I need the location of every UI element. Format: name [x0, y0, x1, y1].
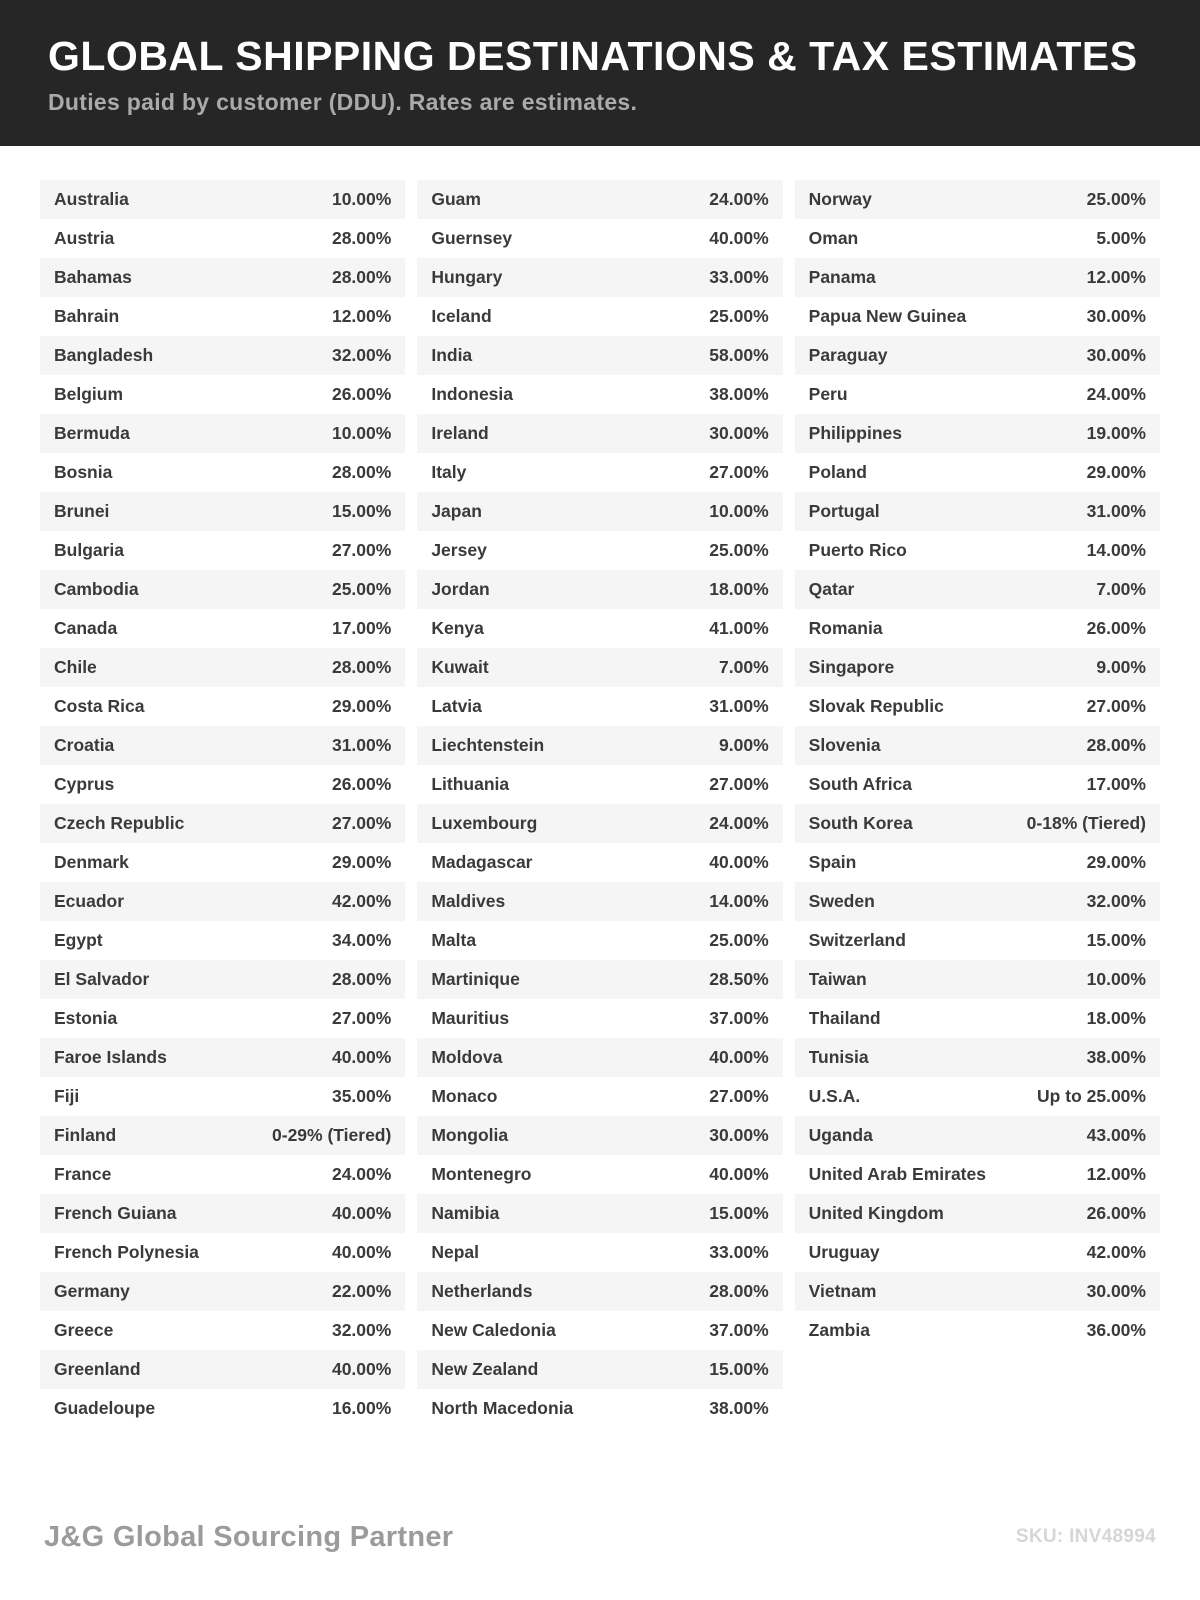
tax-rate: 38.00%	[709, 1398, 769, 1419]
country-name: Slovak Republic	[808, 696, 944, 717]
rate-row	[795, 1272, 1160, 1311]
tax-rate: 29.00%	[1086, 852, 1146, 873]
tax-rate: 26.00%	[1086, 1203, 1146, 1224]
country-name: U.S.A.	[808, 1086, 861, 1107]
country-name: Belgium	[54, 384, 124, 405]
tax-rate: 38.00%	[709, 384, 769, 405]
tax-rate: Up to 25.00%	[1037, 1086, 1146, 1107]
tax-rate: 32.00%	[331, 345, 392, 366]
rate-row	[417, 453, 782, 492]
tax-rate: 18.00%	[1086, 1008, 1146, 1029]
rate-row	[795, 1038, 1160, 1077]
country-name: Monaco	[431, 1086, 498, 1107]
rate-row	[417, 180, 782, 219]
tax-rate: 27.00%	[331, 540, 392, 561]
country-name: Kenya	[431, 618, 484, 639]
rate-row	[417, 375, 782, 414]
tax-rate: 30.00%	[709, 423, 769, 444]
rate-row	[417, 960, 782, 999]
rate-column-1	[40, 180, 405, 1428]
tax-rate: 10.00%	[331, 189, 392, 210]
tax-rate: 28.00%	[1086, 735, 1146, 756]
tax-rate: 34.00%	[331, 930, 392, 951]
country-name: Australia	[54, 189, 129, 210]
tax-rate: 27.00%	[331, 1008, 392, 1029]
rate-row	[417, 219, 782, 258]
country-name: Ireland	[431, 423, 489, 444]
rate-row	[795, 960, 1160, 999]
rate-row	[40, 219, 405, 258]
rate-row	[417, 1038, 782, 1077]
tax-rate: 31.00%	[331, 735, 392, 756]
tax-rate: 27.00%	[709, 462, 769, 483]
tax-rate: 15.00%	[1086, 930, 1146, 951]
country-name: Uganda	[808, 1125, 873, 1146]
tax-rate: 27.00%	[1086, 696, 1146, 717]
rate-row	[417, 687, 782, 726]
country-name: Paraguay	[808, 345, 888, 366]
country-name: Portugal	[808, 501, 880, 522]
country-name: Norway	[808, 189, 872, 210]
rate-row	[40, 960, 405, 999]
country-name: Nepal	[431, 1242, 479, 1263]
country-name: Cyprus	[54, 774, 115, 795]
rate-row	[795, 1116, 1160, 1155]
rate-row	[795, 726, 1160, 765]
tax-rate: 31.00%	[1086, 501, 1146, 522]
country-name: Hungary	[431, 267, 503, 288]
country-name: Greece	[54, 1320, 114, 1341]
rate-row	[417, 1233, 782, 1272]
tax-rate: 28.50%	[709, 969, 769, 990]
rate-row	[795, 375, 1160, 414]
tax-rate: 19.00%	[1086, 423, 1146, 444]
tax-rate: 30.00%	[1086, 345, 1146, 366]
country-name: Romania	[808, 618, 883, 639]
country-name: Kuwait	[431, 657, 489, 678]
country-name: New Zealand	[431, 1359, 539, 1380]
country-name: Thailand	[808, 1008, 881, 1029]
country-name: Czech Republic	[54, 813, 185, 834]
country-name: Switzerland	[808, 930, 906, 951]
rate-row	[40, 1077, 405, 1116]
country-name: Poland	[808, 462, 867, 483]
country-name: Bahrain	[54, 306, 120, 327]
country-name: Singapore	[808, 657, 895, 678]
country-name: Namibia	[431, 1203, 500, 1224]
country-name: Jersey	[431, 540, 487, 561]
rate-row	[40, 882, 405, 921]
rate-row	[40, 375, 405, 414]
country-name: Tunisia	[808, 1047, 869, 1068]
tax-rate: 27.00%	[331, 813, 392, 834]
tax-rate: 5.00%	[1096, 228, 1146, 249]
tax-rate: 33.00%	[709, 1242, 769, 1263]
country-name: New Caledonia	[431, 1320, 556, 1341]
rate-row	[417, 336, 782, 375]
tax-rate: 27.00%	[709, 774, 769, 795]
tax-rate: 0-29% (Tiered)	[272, 1125, 392, 1146]
tax-rate: 40.00%	[331, 1242, 392, 1263]
tax-rate: 12.00%	[331, 306, 392, 327]
rate-row	[417, 726, 782, 765]
rate-row	[40, 492, 405, 531]
rate-row	[795, 180, 1160, 219]
country-name: India	[431, 345, 473, 366]
country-name: Martinique	[431, 969, 520, 990]
tax-rate: 32.00%	[331, 1320, 392, 1341]
country-name: Bulgaria	[54, 540, 125, 561]
country-name: Guernsey	[431, 228, 513, 249]
rate-row	[417, 1077, 782, 1116]
country-name: Indonesia	[431, 384, 514, 405]
rate-row	[40, 1311, 405, 1350]
country-name: Montenegro	[431, 1164, 532, 1185]
rate-row	[40, 609, 405, 648]
tax-rate: 32.00%	[1086, 891, 1146, 912]
country-name: Panama	[808, 267, 876, 288]
tax-rate: 40.00%	[331, 1203, 392, 1224]
rate-row	[40, 1350, 405, 1389]
country-name: Guam	[431, 189, 481, 210]
tax-rate: 29.00%	[331, 696, 392, 717]
rate-row	[795, 882, 1160, 921]
tax-rate: 40.00%	[331, 1047, 392, 1068]
rate-row	[795, 648, 1160, 687]
tax-rate: 37.00%	[709, 1320, 769, 1341]
rate-row	[417, 999, 782, 1038]
rate-row	[417, 492, 782, 531]
country-name: Vietnam	[808, 1281, 877, 1302]
rate-row	[417, 921, 782, 960]
rate-row	[40, 1272, 405, 1311]
country-name: Bermuda	[54, 423, 130, 444]
country-name: Greenland	[54, 1359, 141, 1380]
rate-row	[795, 297, 1160, 336]
country-name: Netherlands	[431, 1281, 533, 1302]
rate-row	[417, 882, 782, 921]
tax-rate: 10.00%	[709, 501, 769, 522]
rate-row	[417, 1311, 782, 1350]
tax-rate: 12.00%	[1086, 267, 1146, 288]
rate-row	[795, 765, 1160, 804]
country-name: Maldives	[431, 891, 506, 912]
tax-rate: 9.00%	[719, 735, 769, 756]
rate-row	[795, 1194, 1160, 1233]
rate-row	[40, 843, 405, 882]
page-header	[0, 0, 1200, 146]
tax-rate: 7.00%	[719, 657, 769, 678]
tax-rates-table	[0, 146, 1200, 1428]
country-name: Bosnia	[54, 462, 113, 483]
tax-rate: 15.00%	[709, 1203, 769, 1224]
rate-row	[795, 1077, 1160, 1116]
rate-row	[40, 1038, 405, 1077]
rate-row	[40, 726, 405, 765]
rate-column-2	[417, 180, 782, 1428]
page-subtitle: Duties paid by customer (DDU). Rates are estimates.	[48, 89, 638, 116]
tax-rate: 22.00%	[331, 1281, 392, 1302]
tax-rate: 27.00%	[709, 1086, 769, 1107]
tax-rate: 12.00%	[1086, 1164, 1146, 1185]
tax-rate: 15.00%	[709, 1359, 769, 1380]
tax-rate: 30.00%	[1086, 1281, 1146, 1302]
tax-rate: 10.00%	[331, 423, 392, 444]
tax-rate: 33.00%	[709, 267, 769, 288]
tax-rate: 14.00%	[1086, 540, 1146, 561]
rate-row	[40, 1155, 405, 1194]
country-name: Italy	[431, 462, 467, 483]
rate-row	[417, 804, 782, 843]
country-name: Bahamas	[54, 267, 132, 288]
country-name: French Polynesia	[54, 1242, 199, 1263]
tax-rate: 38.00%	[1086, 1047, 1146, 1068]
footer-brand: J&G Global Sourcing Partner	[44, 1521, 454, 1553]
tax-rate: 43.00%	[1086, 1125, 1146, 1146]
country-name: Austria	[54, 228, 115, 249]
tax-rate: 25.00%	[331, 579, 392, 600]
country-name: Liechtenstein	[431, 735, 545, 756]
country-name: Uruguay	[808, 1242, 880, 1263]
country-name: Lithuania	[431, 774, 510, 795]
rate-row	[417, 1272, 782, 1311]
tax-rate: 40.00%	[709, 852, 769, 873]
tax-rate: 24.00%	[709, 189, 769, 210]
country-name: Taiwan	[808, 969, 867, 990]
country-name: Chile	[54, 657, 97, 678]
rate-row	[417, 765, 782, 804]
rate-row	[40, 999, 405, 1038]
tax-rate: 28.00%	[331, 228, 392, 249]
rate-row	[40, 1233, 405, 1272]
tax-rate: 30.00%	[1086, 306, 1146, 327]
tax-rate: 26.00%	[331, 774, 392, 795]
country-name: Oman	[808, 228, 859, 249]
country-name: El Salvador	[54, 969, 150, 990]
rate-row	[417, 414, 782, 453]
rate-row	[795, 687, 1160, 726]
tax-rate: 14.00%	[709, 891, 769, 912]
tax-rate: 37.00%	[709, 1008, 769, 1029]
tax-rate: 40.00%	[709, 1047, 769, 1068]
rate-row	[40, 687, 405, 726]
tax-rate: 17.00%	[331, 618, 392, 639]
country-name: Costa Rica	[54, 696, 145, 717]
rate-row	[417, 258, 782, 297]
country-name: United Arab Emirates	[808, 1164, 986, 1185]
country-name: North Macedonia	[431, 1398, 574, 1419]
rate-column-3	[795, 180, 1160, 1350]
country-name: Denmark	[54, 852, 129, 873]
tax-rate: 0-18% (Tiered)	[1026, 813, 1146, 834]
rate-row	[40, 1389, 405, 1428]
country-name: Cambodia	[54, 579, 139, 600]
footer-sku: SKU: INV48994	[1015, 1526, 1156, 1547]
tax-rate: 18.00%	[709, 579, 769, 600]
country-name: Egypt	[54, 930, 103, 951]
rate-row	[795, 921, 1160, 960]
tax-rate: 35.00%	[331, 1086, 392, 1107]
rate-row	[417, 1194, 782, 1233]
country-name: Canada	[54, 618, 118, 639]
rate-row	[417, 1116, 782, 1155]
tax-rate: 42.00%	[1086, 1242, 1146, 1263]
country-name: Germany	[54, 1281, 130, 1302]
tax-rate: 58.00%	[709, 345, 769, 366]
tax-rate: 36.00%	[1086, 1320, 1146, 1341]
rate-row	[40, 921, 405, 960]
country-name: Moldova	[431, 1047, 503, 1068]
tax-rate: 25.00%	[709, 930, 769, 951]
rate-row	[417, 1350, 782, 1389]
rate-row	[417, 648, 782, 687]
tax-rate: 25.00%	[709, 306, 769, 327]
country-name: Sweden	[808, 891, 875, 912]
rate-row	[795, 219, 1160, 258]
country-name: South Korea	[808, 813, 913, 834]
rate-row	[40, 297, 405, 336]
country-name: Jordan	[431, 579, 490, 600]
tax-rate: 28.00%	[331, 462, 392, 483]
rate-row	[795, 531, 1160, 570]
tax-rate: 24.00%	[1086, 384, 1146, 405]
country-name: Papua New Guinea	[808, 306, 967, 327]
country-name: Mongolia	[431, 1125, 509, 1146]
tax-rate: 40.00%	[709, 1164, 769, 1185]
page-title: GLOBAL SHIPPING DESTINATIONS & TAX ESTIMATES	[48, 33, 1138, 79]
rate-row	[40, 804, 405, 843]
rate-row	[795, 492, 1160, 531]
country-name: Croatia	[54, 735, 115, 756]
rate-row	[795, 999, 1160, 1038]
tax-rate: 28.00%	[331, 267, 392, 288]
country-name: Estonia	[54, 1008, 118, 1029]
rate-row	[795, 453, 1160, 492]
tax-rate: 42.00%	[331, 891, 392, 912]
tax-rate: 9.00%	[1096, 657, 1146, 678]
country-name: Mauritius	[431, 1008, 510, 1029]
tax-rate: 28.00%	[331, 969, 392, 990]
rate-row	[795, 414, 1160, 453]
country-name: Ecuador	[54, 891, 125, 912]
rate-row	[417, 297, 782, 336]
country-name: Zambia	[808, 1320, 870, 1341]
rate-row	[40, 765, 405, 804]
country-name: Guadeloupe	[54, 1398, 156, 1419]
rate-row	[417, 1155, 782, 1194]
rate-row	[795, 1311, 1160, 1350]
country-name: South Africa	[808, 774, 913, 795]
tax-rate: 15.00%	[331, 501, 392, 522]
rate-row	[40, 453, 405, 492]
country-name: France	[54, 1164, 112, 1185]
rate-row	[795, 609, 1160, 648]
country-name: Latvia	[431, 696, 482, 717]
country-name: Madagascar	[431, 852, 533, 873]
tax-rate: 28.00%	[331, 657, 392, 678]
tax-rate: 41.00%	[709, 618, 769, 639]
tax-rate: 24.00%	[709, 813, 769, 834]
tax-rate: 7.00%	[1096, 579, 1146, 600]
rate-row	[795, 804, 1160, 843]
rate-row	[795, 843, 1160, 882]
tax-rate: 30.00%	[709, 1125, 769, 1146]
rate-row	[417, 531, 782, 570]
country-name: Finland	[54, 1125, 117, 1146]
country-name: Japan	[431, 501, 482, 522]
country-name: Spain	[808, 852, 857, 873]
rate-row	[40, 1116, 405, 1155]
country-name: Luxembourg	[431, 813, 538, 834]
country-name: Philippines	[808, 423, 903, 444]
rate-row	[417, 843, 782, 882]
rate-row	[795, 570, 1160, 609]
rate-row	[40, 180, 405, 219]
rate-row	[40, 258, 405, 297]
rate-row	[40, 570, 405, 609]
country-name: Brunei	[54, 501, 110, 522]
tax-rate: 10.00%	[1086, 969, 1146, 990]
country-name: United Kingdom	[808, 1203, 944, 1224]
country-name: French Guiana	[54, 1203, 177, 1224]
country-name: Qatar	[808, 579, 855, 600]
country-name: Fiji	[54, 1086, 80, 1107]
tax-rate: 28.00%	[709, 1281, 769, 1302]
rate-row	[40, 336, 405, 375]
rate-row	[40, 1194, 405, 1233]
tax-rate: 24.00%	[331, 1164, 392, 1185]
rate-row	[417, 609, 782, 648]
country-name: Peru	[808, 384, 848, 405]
tax-rate: 16.00%	[331, 1398, 392, 1419]
country-name: Bangladesh	[54, 345, 154, 366]
rate-row	[40, 414, 405, 453]
country-name: Malta	[431, 930, 477, 951]
tax-rate: 25.00%	[709, 540, 769, 561]
tax-rate: 17.00%	[1086, 774, 1146, 795]
rate-row	[795, 1155, 1160, 1194]
rate-row	[40, 531, 405, 570]
rate-row	[417, 1389, 782, 1428]
tax-rate: 29.00%	[1086, 462, 1146, 483]
country-name: Iceland	[431, 306, 492, 327]
tax-rate: 29.00%	[331, 852, 392, 873]
rate-row	[795, 336, 1160, 375]
tax-rate: 40.00%	[709, 228, 769, 249]
tax-rate: 40.00%	[331, 1359, 392, 1380]
rate-row	[795, 258, 1160, 297]
country-name: Puerto Rico	[808, 540, 907, 561]
rate-row	[795, 1233, 1160, 1272]
tax-rate: 31.00%	[709, 696, 769, 717]
tax-rate: 26.00%	[1086, 618, 1146, 639]
tax-rate: 25.00%	[1086, 189, 1146, 210]
country-name: Faroe Islands	[54, 1047, 167, 1068]
tax-rate: 26.00%	[331, 384, 392, 405]
rate-row	[417, 570, 782, 609]
country-name: Slovenia	[808, 735, 881, 756]
rate-row	[40, 648, 405, 687]
